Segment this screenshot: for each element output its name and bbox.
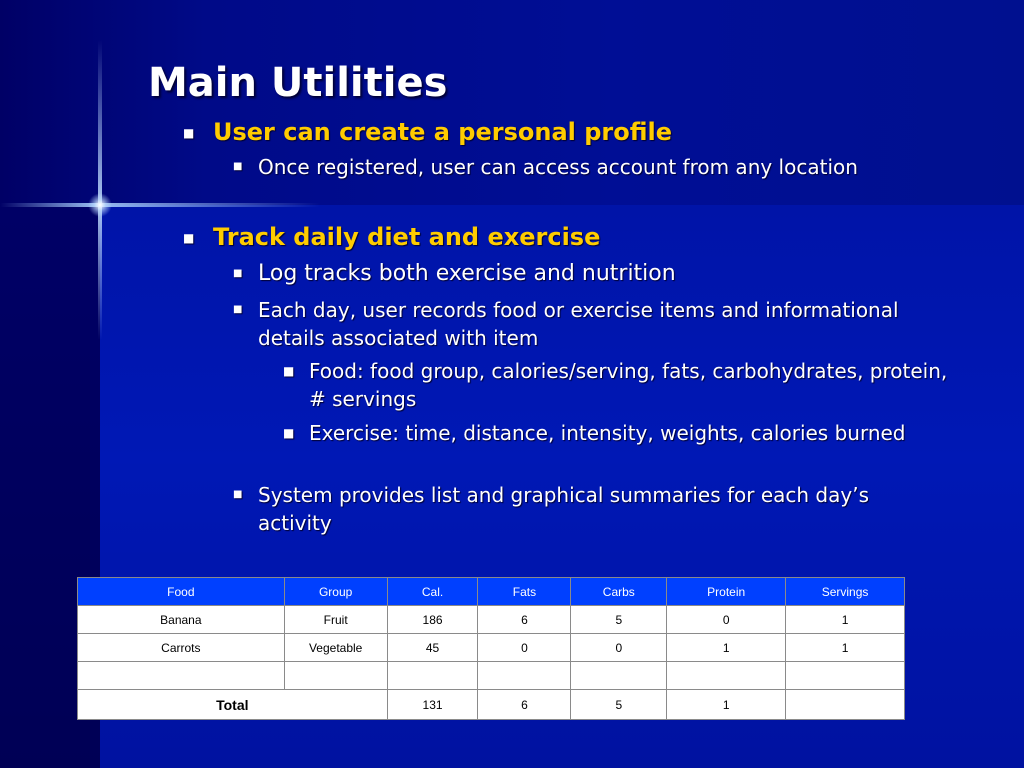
table-cell: Banana	[78, 606, 285, 634]
table-cell	[571, 662, 667, 690]
square-bullet-icon: ■	[283, 364, 295, 378]
table-cell: 0	[571, 634, 667, 662]
table-cell	[78, 662, 285, 690]
bullet-text: Once registered, user can access account from any location	[258, 155, 858, 179]
light-flare-horizontal	[0, 203, 320, 207]
table-cell: 5	[571, 606, 667, 634]
square-bullet-icon: ■	[183, 126, 195, 140]
square-bullet-icon: ■	[233, 304, 243, 315]
column-header: Carbs	[571, 578, 667, 606]
table-cell	[478, 662, 571, 690]
table-total-row	[78, 690, 905, 720]
column-header: Protein	[667, 578, 786, 606]
table-cell: 1	[667, 690, 786, 720]
table-cell	[667, 662, 786, 690]
table-header-row	[78, 578, 905, 606]
table-cell	[284, 662, 387, 690]
table-cell	[786, 690, 905, 720]
table-row	[78, 606, 905, 634]
bullet-text: Track daily diet and exercise	[213, 223, 601, 251]
table-cell: 0	[667, 606, 786, 634]
nutrition-table	[77, 577, 905, 720]
table-cell: Fruit	[284, 606, 387, 634]
square-bullet-icon: ■	[283, 426, 295, 440]
table-cell: 1	[786, 606, 905, 634]
square-bullet-icon: ■	[183, 231, 195, 245]
square-bullet-icon: ■	[233, 489, 243, 500]
table-cell: 1	[667, 634, 786, 662]
slide-title: Main Utilities	[148, 60, 448, 106]
bullet-text: Food: food group, calories/serving, fats, carbohydrates, protein, # servings	[309, 359, 948, 411]
column-header: Group	[284, 578, 387, 606]
table-cell	[786, 662, 905, 690]
table-cell: 5	[571, 690, 667, 720]
square-bullet-icon: ■	[233, 161, 243, 172]
table-cell	[387, 662, 478, 690]
table-cell: 131	[387, 690, 478, 720]
table-cell: Vegetable	[284, 634, 387, 662]
square-bullet-icon: ■	[233, 268, 243, 279]
total-label: Total	[78, 690, 388, 720]
column-header: Cal.	[387, 578, 478, 606]
table-cell: 186	[387, 606, 478, 634]
table-cell: 6	[478, 606, 571, 634]
light-flare-vertical	[98, 40, 102, 340]
bullet-text: Log tracks both exercise and nutrition	[258, 261, 676, 286]
bullet-text: System provides list and graphical summaries for each day’s activity	[258, 483, 869, 535]
table-row	[78, 634, 905, 662]
bullet-text: Exercise: time, distance, intensity, weights, calories burned	[309, 421, 906, 445]
table-cell: 6	[478, 690, 571, 720]
table-cell: 0	[478, 634, 571, 662]
light-flare-core	[88, 193, 112, 217]
bullet-text: Each day, user records food or exercise items and informational details associated with item	[258, 298, 899, 350]
column-header: Food	[78, 578, 285, 606]
table-row	[78, 662, 905, 690]
bullet-text: User can create a personal profile	[213, 118, 673, 146]
table-cell: 45	[387, 634, 478, 662]
column-header: Fats	[478, 578, 571, 606]
table-cell: 1	[786, 634, 905, 662]
column-header: Servings	[786, 578, 905, 606]
table-cell: Carrots	[78, 634, 285, 662]
